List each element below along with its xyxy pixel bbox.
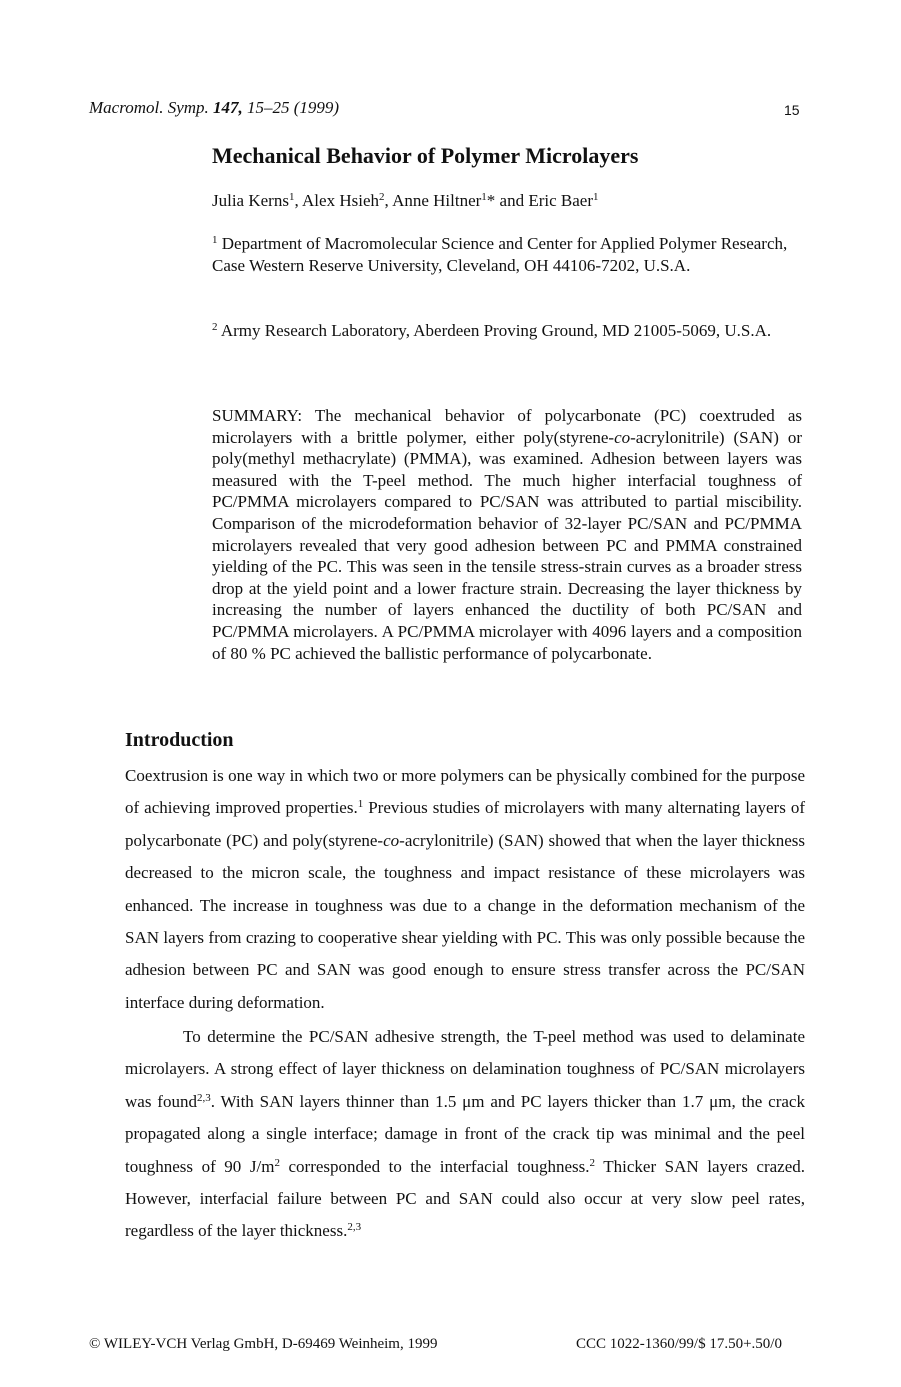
paragraph-text: -acrylonitrile) (SAN) showed that when the layer thickness decreased to the micron scale, the toughness and impact resistance of these microlayers was enhanced. The increase in toughness was due to a change in the deformation mechanism of the SAN layers from crazing to cooperative shear yielding with PC. This was only possible because the adhesion between PC and SAN was good enough to ensure stress transfer across the PC/SAN interface during deformation. <box>125 830 805 1012</box>
author-name: Anne Hiltner <box>392 191 482 210</box>
reference-mark: 2 <box>589 1156 595 1169</box>
article-title: Mechanical Behavior of Polymer Microlayers <box>212 143 639 168</box>
unit-exponent: 2 <box>274 1156 280 1169</box>
reference-mark: 1 <box>357 798 364 811</box>
author-affiliation-mark: 1 <box>593 191 599 203</box>
author-name: Eric Baer <box>528 191 593 210</box>
corresponding-author-mark: * <box>486 191 496 210</box>
author-separator: , <box>384 191 393 210</box>
summary-italic-co: co <box>614 427 631 447</box>
affiliation-1 <box>212 233 802 277</box>
author-list <box>212 191 599 211</box>
reference-mark: 2,3 <box>196 1091 211 1104</box>
journal-pages-year: 15–25 (1999) <box>242 98 340 117</box>
page-number: 15 <box>784 102 800 118</box>
paragraph-text: corresponded to the interfacial toughness. <box>279 1156 590 1176</box>
author-affiliation-mark: 2 <box>379 191 385 203</box>
affiliation-mark: 1 <box>212 234 218 246</box>
journal-volume: 147, <box>213 98 243 117</box>
affiliation-text: Department of Macromolecular Science and Center for Applied Polymer Research, Case Western Reserve University, Cleveland, OH 44106-7202, U.S.A. <box>212 234 788 275</box>
author-name: Alex Hsieh <box>302 191 379 210</box>
section-heading-introduction: Introduction <box>125 729 234 751</box>
italic-co: co <box>383 830 400 850</box>
paragraph-text: . With SAN layers thinner than 1.5 μm and PC layers thicker than 1.7 μm, the crack propagated along a single interface; damage in front of the crack tip was minimal and the peel toughness of 90 J/m <box>125 1091 805 1176</box>
paragraph-text: Thicker SAN layers crazed. However, interfacial failure between PC and SAN could also occur at very slow peel rates, regardless of the layer thickness. <box>125 1156 805 1241</box>
intro-paragraph-1 <box>125 760 805 1019</box>
author-affiliation-mark: 1 <box>481 191 487 203</box>
summary-text-part: SUMMARY: The mechanical behavior of polycarbonate (PC) coextruded as microlayers with a brittle polymer, either poly(styrene- <box>212 406 802 447</box>
author-separator: and <box>495 191 529 210</box>
affiliation-text: Army Research Laboratory, Aberdeen Proving Ground, MD 21005-5069, U.S.A. <box>220 321 772 340</box>
paragraph-text: To determine the PC/SAN adhesive strength, the T-peel method was used to delaminate microlayers. A strong effect of layer thickness on delamination toughness of PC/SAN microlayers was found <box>125 1027 805 1111</box>
footer-copyright: © WILEY-VCH Verlag GmbH, D-69469 Weinheim, 1999 <box>89 1336 438 1352</box>
author-affiliation-mark: 1 <box>288 191 295 203</box>
affiliation-mark: 2 <box>212 321 218 333</box>
paragraph-text: Coextrusion is one way in which two or more polymers can be physically combined for the purpose of achieving improved properties. <box>125 766 805 818</box>
footer-ccc-code: CCC 1022-1360/99/$ 17.50+.50/0 <box>576 1336 782 1352</box>
author-separator: , <box>294 191 303 210</box>
summary-text-part: -acrylonitrile) (SAN) or poly(methyl methacrylate) (PMMA), was examined. Adhesion between layers was measured with the T-peel method. The much higher interfacial toughness of PC/PMMA microlayers compared to PC/SAN was attributed to partial miscibility. Comparison of the microdeformation behavior of 32-layer PC/SAN and PC/PMMA microlayers revealed that very good adhesion between PC and PMMA constrained yielding of the PC. This was seen in the tensile stress-strain curves as a broader stress drop at the yield point and a lower fracture strain. Decreasing the layer thickness by increasing the number of layers enhanced the ductility of both PC/SAN and PC/PMMA microlayers. A PC/PMMA microlayer with 4096 layers and a composition of 80 % PC achieved the ballistic performance of polycarbonate. <box>212 427 803 663</box>
author-name: Julia Kerns <box>212 191 289 210</box>
reference-mark: 2,3 <box>347 1221 362 1234</box>
affiliation-2 <box>212 320 802 342</box>
journal-citation <box>89 98 339 118</box>
intro-paragraph-2 <box>125 1021 805 1248</box>
summary-abstract <box>212 405 802 664</box>
journal-name: Macromol. Symp. <box>89 98 209 117</box>
paragraph-text: Previous studies of microlayers with many alternating layers of polycarbonate (PC) and poly(styrene- <box>125 798 805 850</box>
